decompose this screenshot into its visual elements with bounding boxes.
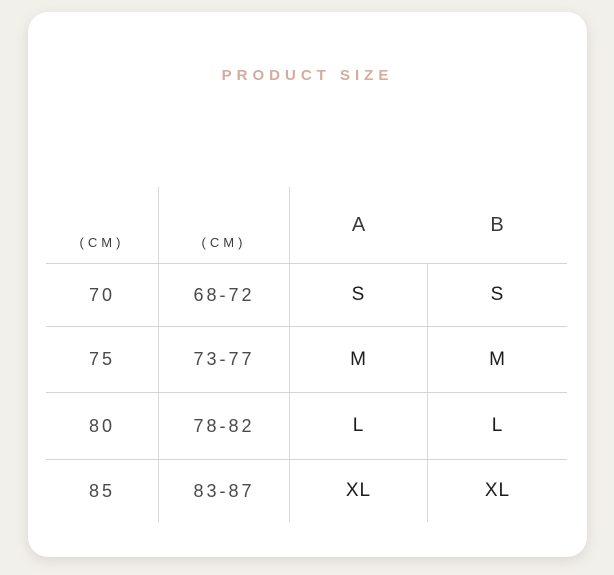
cell-size-b: L [491, 415, 504, 436]
header-cell-cm-1: (CM) [46, 187, 159, 263]
cell-size-a: XL [290, 460, 428, 522]
cell-range-cm: 78-82 [159, 393, 290, 459]
cell-size-cm: 75 [46, 327, 159, 392]
header-cell-cm-2: (CM) [159, 187, 290, 263]
table-row [46, 263, 567, 326]
cell-range-cm: 83-87 [159, 460, 290, 522]
cell-size-cm: 85 [46, 460, 159, 522]
section-title: PRODUCT SIZE [221, 67, 394, 84]
cell-range-cm: 68-72 [159, 264, 290, 326]
cell-size-b: S [490, 284, 505, 305]
cell-size-cm: 70 [46, 264, 159, 326]
table-row [46, 459, 567, 522]
cell-size-a: M [290, 327, 428, 392]
product-size-card [28, 12, 587, 557]
table-row [46, 392, 567, 459]
size-table [46, 187, 567, 522]
header-cell-b: B [490, 213, 505, 236]
table-header-row [46, 187, 567, 263]
cell-size-a: L [290, 393, 428, 459]
table-row [46, 326, 567, 392]
header-cell-a: A [351, 213, 367, 236]
cell-size-a: S [290, 264, 428, 326]
cell-range-cm: 73-77 [159, 327, 290, 392]
cell-size-b: M [489, 348, 506, 370]
cell-size-cm: 80 [46, 393, 159, 459]
cell-size-b: XL [484, 480, 511, 501]
